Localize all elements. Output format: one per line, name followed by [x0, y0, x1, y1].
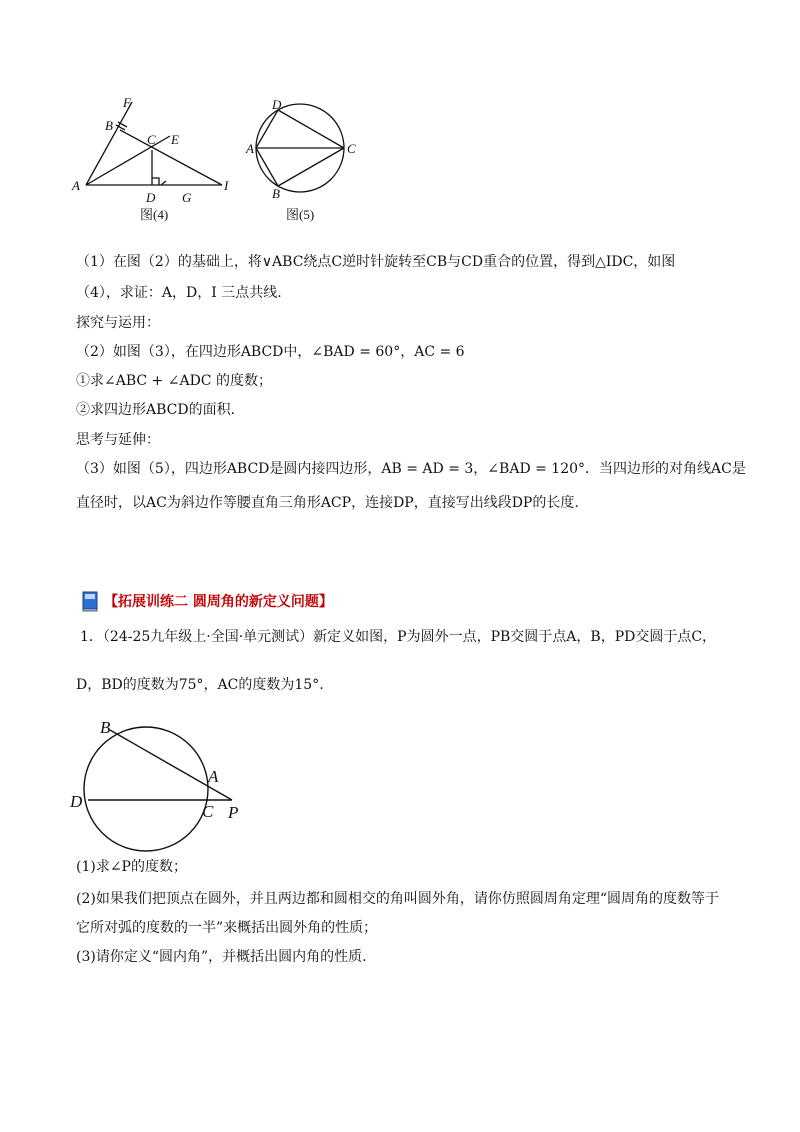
figure-circle-exterior-angle	[64, 714, 254, 854]
fig4-label-F: F	[123, 95, 131, 110]
q1-line2: （4），求证：A，D，I 三点共线.	[76, 285, 282, 301]
fig4-label-C: C	[147, 132, 156, 147]
new-problem-sub1: (1)求∠P的度数；	[76, 859, 187, 875]
figure-4-diagram	[62, 92, 242, 228]
new-problem-line2: D，BD的度数为75°，AC的度数为15°.	[76, 677, 324, 693]
fig5-label-C: C	[347, 141, 356, 156]
figure-5-diagram	[244, 92, 364, 228]
circle-label-A: A	[208, 767, 219, 786]
book-icon	[80, 590, 100, 612]
fig5-label-A: A	[246, 141, 254, 156]
circle-label-D: D	[70, 792, 83, 811]
think-heading: 思考与延伸：	[76, 432, 160, 448]
section-title	[80, 590, 333, 612]
fig5-label-B: B	[272, 186, 280, 201]
fig5-label-D: D	[272, 97, 282, 112]
figure-4	[62, 92, 242, 228]
q2-sub2: ②求四边形ABCD的面积.	[76, 402, 236, 418]
section-title-text: 【拓展训练二 圆周角的新定义问题】	[104, 594, 333, 610]
q3-line2: 直径时，以AC为斜边作等腰直角三角形ACP，连接DP，直接写出线段DP的长度.	[76, 495, 579, 511]
figure-5	[244, 92, 364, 228]
fig4-label-I: I	[224, 178, 229, 193]
fig4-label-D: D	[146, 190, 156, 205]
fig5-caption: 图(5)	[286, 207, 315, 222]
fig4-label-A: A	[72, 178, 80, 193]
q2-sub1: ①求∠ABC + ∠ADC 的度数；	[76, 373, 272, 389]
explore-heading: 探究与运用：	[76, 315, 160, 331]
q2-line: （2）如图（3），在四边形ABCD中，∠BAD = 60°，AC = 6	[76, 344, 465, 360]
fig4-caption: 图(4)	[140, 207, 169, 222]
fig4-label-G: G	[182, 190, 192, 205]
circle-label-P: P	[228, 803, 239, 822]
new-problem-line1: 1．（24-25九年级上·全国·单元测试）新定义如图，P为圆外一点，PB交圆于点A，B，PD交圆于点C，	[80, 629, 717, 645]
new-problem-sub2-line1: (2)如果我们把顶点在圆外，并且两边都和圆相交的角叫圆外角，请你仿照圆周角定理“圆周角的度数等于	[76, 891, 719, 907]
q1-line1: （1）在图（2）的基础上，将∨ABC绕点C逆时针旋转至CB与CD重合的位置，得到△IDC，如图	[76, 254, 676, 270]
circle-label-B: B	[100, 718, 111, 737]
q3-line1: （3）如图（5），四边形ABCD是圆内接四边形，AB = AD = 3，∠BAD = 120°．当四边形的对角线AC是	[76, 461, 746, 477]
fig4-label-E: E	[171, 132, 179, 147]
fig4-label-B: B	[105, 118, 113, 133]
new-problem-sub2-line2: 它所对弧的度数的一半”来概括出圆外角的性质；	[76, 920, 378, 936]
circle-label-C: C	[202, 802, 214, 821]
new-problem-sub3: (3)请你定义“圆内角”，并概括出圆内角的性质.	[76, 949, 367, 965]
circle-diagram	[64, 714, 254, 854]
